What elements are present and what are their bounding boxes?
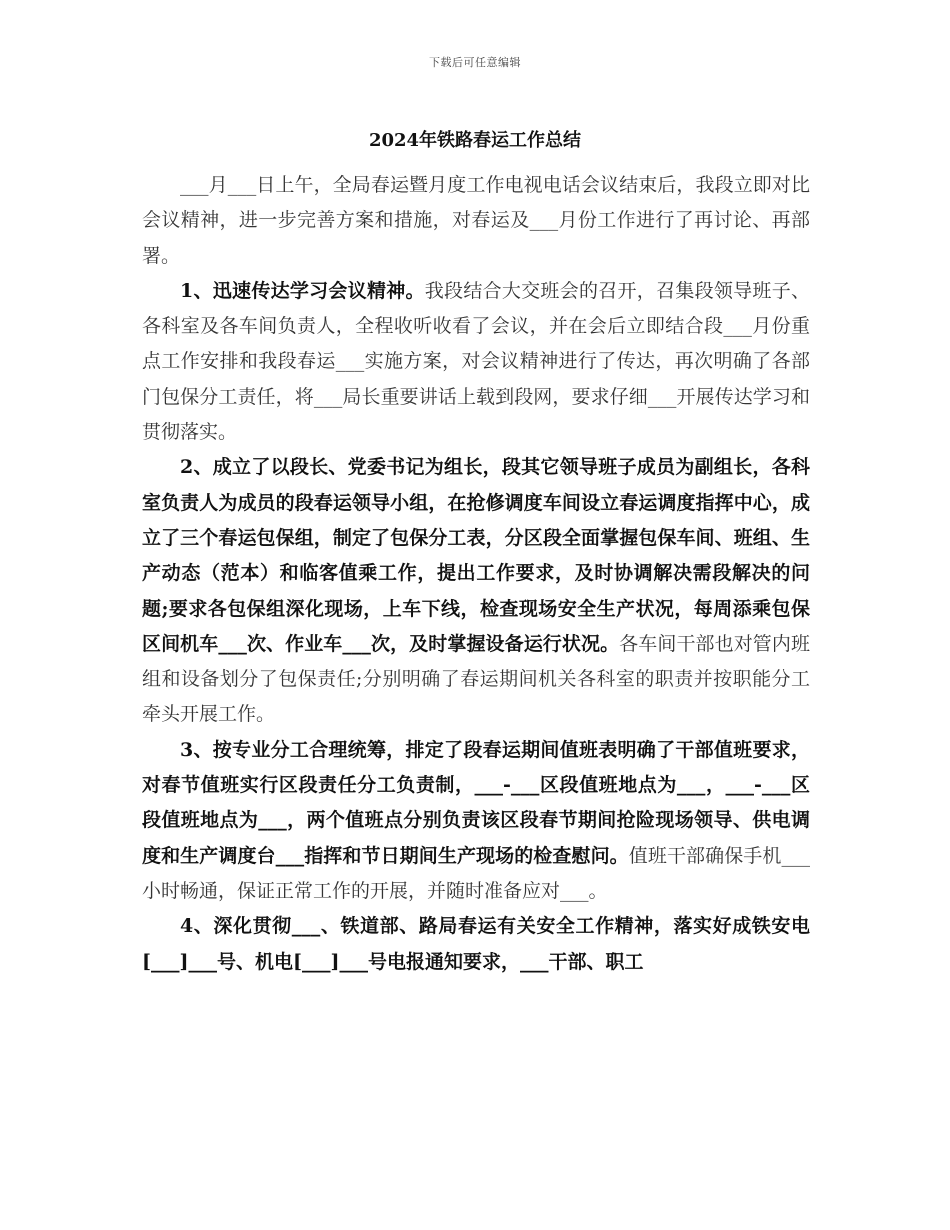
document-title: 2024年铁路春运工作总结 — [368, 130, 582, 151]
paragraph-bold-text: 1、迅速传达学习会议精神。 — [180, 279, 425, 302]
header-note: 下载后可任意编辑 — [429, 56, 521, 69]
paragraph-4 — [142, 909, 810, 980]
paragraph-3 — [142, 733, 810, 909]
paragraph-text: ___月___日上午，全局春运暨月度工作电视电话会议结束后，我段立即对比会议精神，进一步完善方案和措施，对春运及___月份工作进行了再讨论、再部署。 — [142, 174, 810, 267]
document-body — [142, 168, 810, 980]
paragraph-bold-text: 4、深化贯彻___、铁道部、路局春运有关安全工作精神，落实好成铁安电[___]___号、机电[___]___号电报通知要求，___干部、职工 — [142, 915, 810, 973]
paragraph-1 — [142, 274, 810, 450]
paragraph-2 — [142, 450, 810, 732]
paragraph-text: 各车间干部也对管内班组和设备划分了包保责任;分别明确了春运期间机关各科室的职责并按职能分工牵头开展工作。 — [142, 632, 810, 726]
paragraph-text: 我段结合大交班会的召开，召集段领导班子、各科室及各车间负责人，全程收听收看了会议，并在会后立即结合段___月份重点工作安排和我段春运___实施方案，对会议精神进行了传达，再次明确了各部门包保分工责任，将___局长重要讲话上载到段网，要求仔细___开展传达学习和贯彻落实。 — [142, 279, 810, 444]
paragraph-text: 值班干部确保手机___小时畅通，保证正常工作的开展，并随时准备应对___。 — [142, 844, 810, 902]
paragraph-bold-text: 3、按专业分工合理统筹，排定了段春运期间值班表明确了干部值班要求，对春节值班实行区段责任分工负责制，___-___区段值班地点为___，___-___区段值班地点为___，两个值班点分别负责该区段春节期间抢险现场领导、供电调度和生产调度台___指挥和节日期间生产现场的检查慰问。 — [142, 738, 810, 867]
paragraph-bold-text: 2、成立了以段长、党委书记为组长，段其它领导班子成员为副组长，各科室负责人为成员的段春运领导小组，在抢修调度车间设立春运调度指挥中心，成立了三个春运包保组，制定了包保分工表，分区段全面掌握包保车间、班组、生产动态（范本）和临客值乘工作，提出工作要求，及时协调解决需段解决的问题;要求各包保组深化现场，上车下线，检查现场安全生产状况，每周添乘包保区间机车___次、作业车___次，及时掌握设备运行状况。 — [142, 456, 810, 655]
paragraph-intro — [142, 168, 810, 274]
